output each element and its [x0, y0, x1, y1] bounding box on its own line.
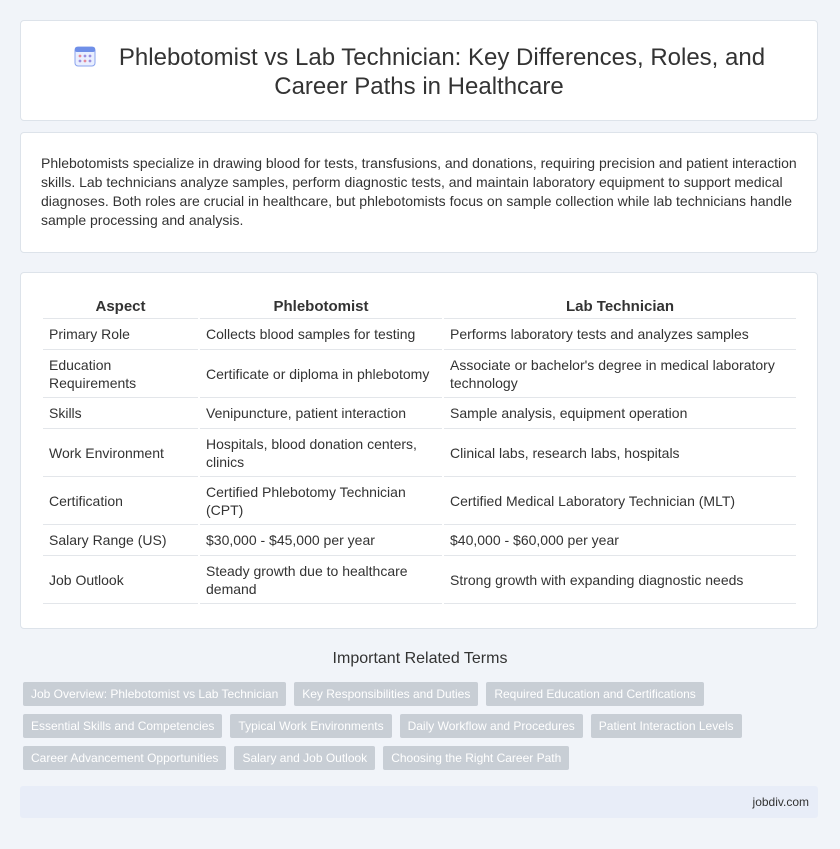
table-cell: Clinical labs, research labs, hospitals: [444, 429, 796, 477]
table-cell: Primary Role: [43, 319, 198, 350]
intro-card: [20, 132, 818, 253]
table-cell: Work Environment: [43, 429, 198, 477]
table-cell: Steady growth due to healthcare demand: [200, 556, 442, 604]
title-line-1: Phlebotomist vs Lab Technician: Key Differences, Roles, and: [118, 44, 766, 71]
table-cell: $40,000 - $60,000 per year: [444, 525, 796, 556]
tag-link[interactable]: Patient Interaction Levels: [591, 714, 742, 738]
page-title: [21, 43, 817, 101]
header-card: [20, 20, 818, 121]
table-row: [43, 477, 796, 525]
table-cell: Education Requirements: [43, 350, 198, 398]
table-cell: Strong growth with expanding diagnostic needs: [444, 556, 796, 604]
tag-link[interactable]: Choosing the Right Career Path: [383, 746, 569, 770]
related-terms-title: Important Related Terms: [332, 650, 508, 667]
table-row: [43, 350, 796, 398]
title-line-2: Career Paths in Healthcare: [274, 73, 564, 100]
table-header-row: [43, 295, 796, 319]
table-cell: Certificate or diploma in phlebotomy: [200, 350, 442, 398]
header-phlebotomist: Phlebotomist: [200, 295, 442, 319]
table-cell: $30,000 - $45,000 per year: [200, 525, 442, 556]
table-cell: Certified Medical Laboratory Technician (MLT): [444, 477, 796, 525]
table-cell: Certified Phlebotomy Technician (CPT): [200, 477, 442, 525]
table-cell: Job Outlook: [43, 556, 198, 604]
tag-link[interactable]: Career Advancement Opportunities: [23, 746, 226, 770]
table-cell: Performs laboratory tests and analyzes samples: [444, 319, 796, 350]
table-cell: Skills: [43, 398, 198, 429]
tag-link[interactable]: Daily Workflow and Procedures: [400, 714, 583, 738]
comparison-table: [41, 295, 798, 604]
table-cell: Collects blood samples for testing: [200, 319, 442, 350]
table-row: [43, 429, 796, 477]
footer: [20, 786, 818, 818]
table-row: [43, 556, 796, 604]
table-cell: Hospitals, blood donation centers, clinics: [200, 429, 442, 477]
tag-link[interactable]: Essential Skills and Competencies: [23, 714, 222, 738]
related-tags: [23, 682, 823, 778]
table-row: [43, 525, 796, 556]
tag-link[interactable]: Typical Work Environments: [230, 714, 391, 738]
table-cell: Salary Range (US): [43, 525, 198, 556]
header-lab-technician: Lab Technician: [444, 295, 796, 319]
tag-link[interactable]: Required Education and Certifications: [486, 682, 703, 706]
calendar-icon: [73, 44, 97, 68]
intro-paragraph: Phlebotomists specialize in drawing blood for tests, transfusions, and donations, requiring precision and patient interaction skills. Lab technicians analyze samples, perform diagnostic tests, and maintain laboratory equipment to support medical diagnoses. Both roles are crucial in healthcare, but phlebotomists focus on sample collection while lab technicians handle sample processing and analysis.: [41, 155, 797, 228]
table-row: [43, 319, 796, 350]
tag-link[interactable]: Key Responsibilities and Duties: [294, 682, 478, 706]
table-cell: Associate or bachelor's degree in medical laboratory technology: [444, 350, 796, 398]
footer-site-link[interactable]: jobdiv.com: [752, 795, 809, 809]
tag-link[interactable]: Job Overview: Phlebotomist vs Lab Technician: [23, 682, 286, 706]
table-cell: Certification: [43, 477, 198, 525]
table-row: [43, 398, 796, 429]
table-cell: Venipuncture, patient interaction: [200, 398, 442, 429]
header-aspect: Aspect: [43, 295, 198, 319]
tag-link[interactable]: Salary and Job Outlook: [234, 746, 375, 770]
table-cell: Sample analysis, equipment operation: [444, 398, 796, 429]
